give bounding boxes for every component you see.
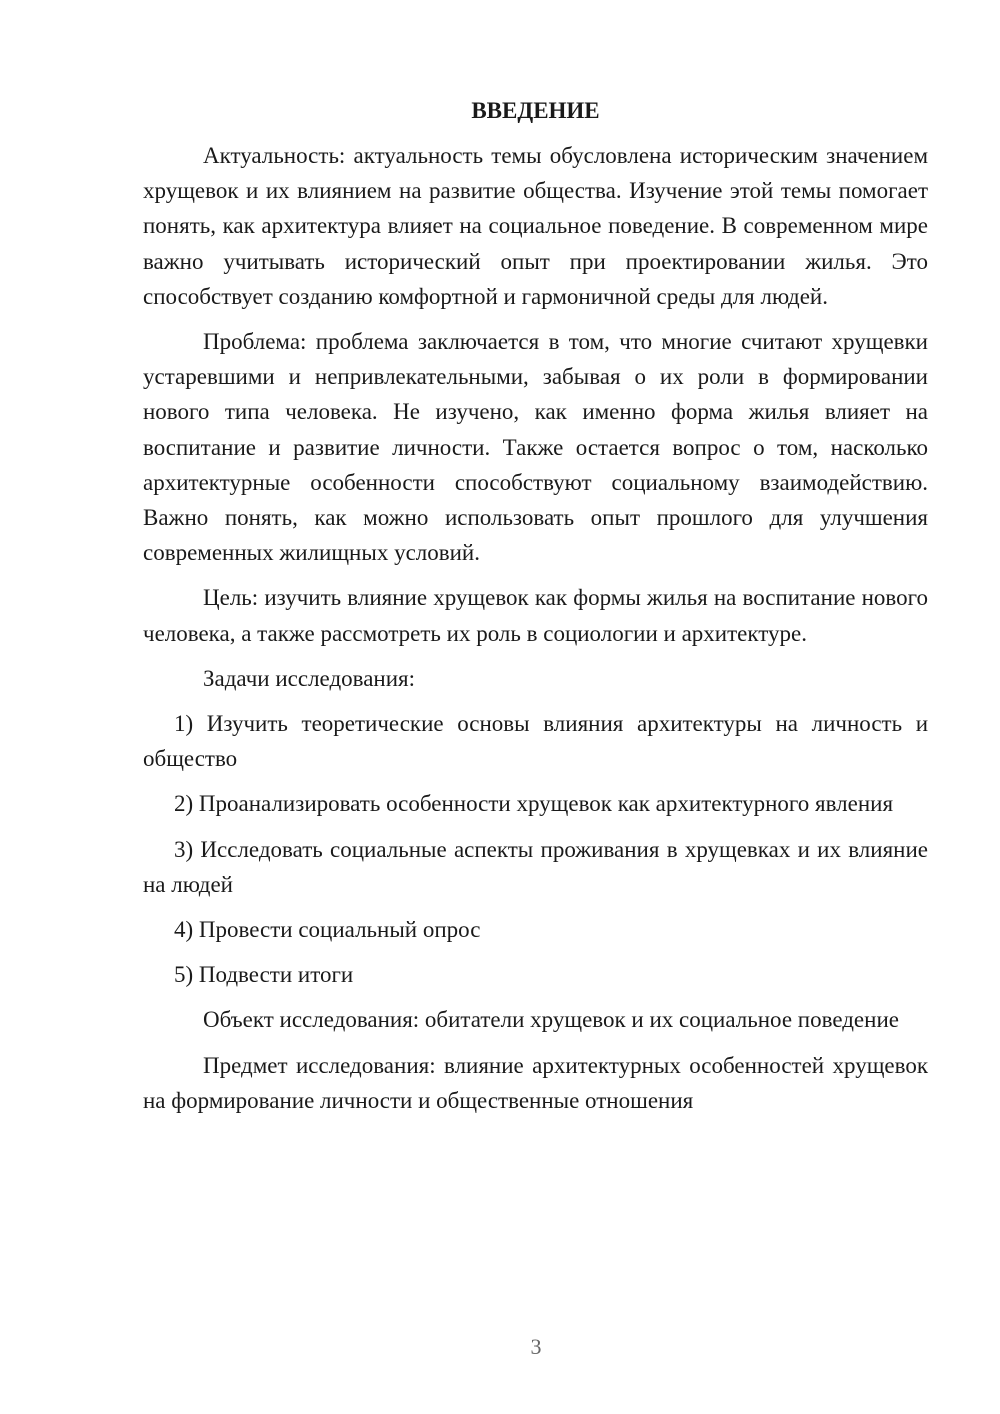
document-body <box>143 96 928 1128</box>
task-item-3: 3) Исследовать социальные аспекты проживания в хрущевках и их влияние на людей <box>143 836 928 897</box>
goal-paragraph: Цель: изучить влияние хрущевок как формы жилья на воспитание нового человека, а также рассмотреть их роль в социологии и архитектуре. <box>143 585 928 646</box>
page-title: ВВЕДЕНИЕ <box>471 98 600 123</box>
task-item-5: 5) Подвести итоги <box>174 962 354 988</box>
task-item-1: 1) Изучить теоретические основы влияния архитектуры на личность и общество <box>143 711 928 772</box>
object-paragraph: Объект исследования: обитатели хрущевок и их социальное поведение <box>203 1007 899 1033</box>
tasks-heading: Задачи исследования: <box>203 665 416 691</box>
subject-paragraph: Предмет исследования: влияние архитектурных особенностей хрущевок на формирование личности и общественные отношения <box>143 1052 928 1113</box>
page-number: 3 <box>530 1334 542 1359</box>
relevance-paragraph: Актуальность: актуальность темы обусловлена историческим значением хрущевок и их влиянием на развитие общества. Изучение этой темы помогает понять, как архитектура влияет на социальное поведение. В современном мире важно учитывать исторический опыт при проектировании жилья. Это способствует созданию комфортной и гармоничной среды для людей. <box>143 143 928 309</box>
problem-paragraph: Проблема: проблема заключается в том, что многие считают хрущевки устаревшими и непривлекательными, забывая о их роли в формировании нового типа человека. Не изучено, как именно форма жилья влияет на воспитание и развитие личности. Также остается вопрос о том, насколько архитектурные особенности способствуют социальному взаимодействию. Важно понять, как можно использовать опыт прошлого для улучшения современных жилищных условий. <box>143 329 928 566</box>
task-item-4: 4) Провести социальный опрос <box>174 917 481 943</box>
task-item-2: 2) Проанализировать особенности хрущевок как архитектурного явления <box>174 791 894 817</box>
